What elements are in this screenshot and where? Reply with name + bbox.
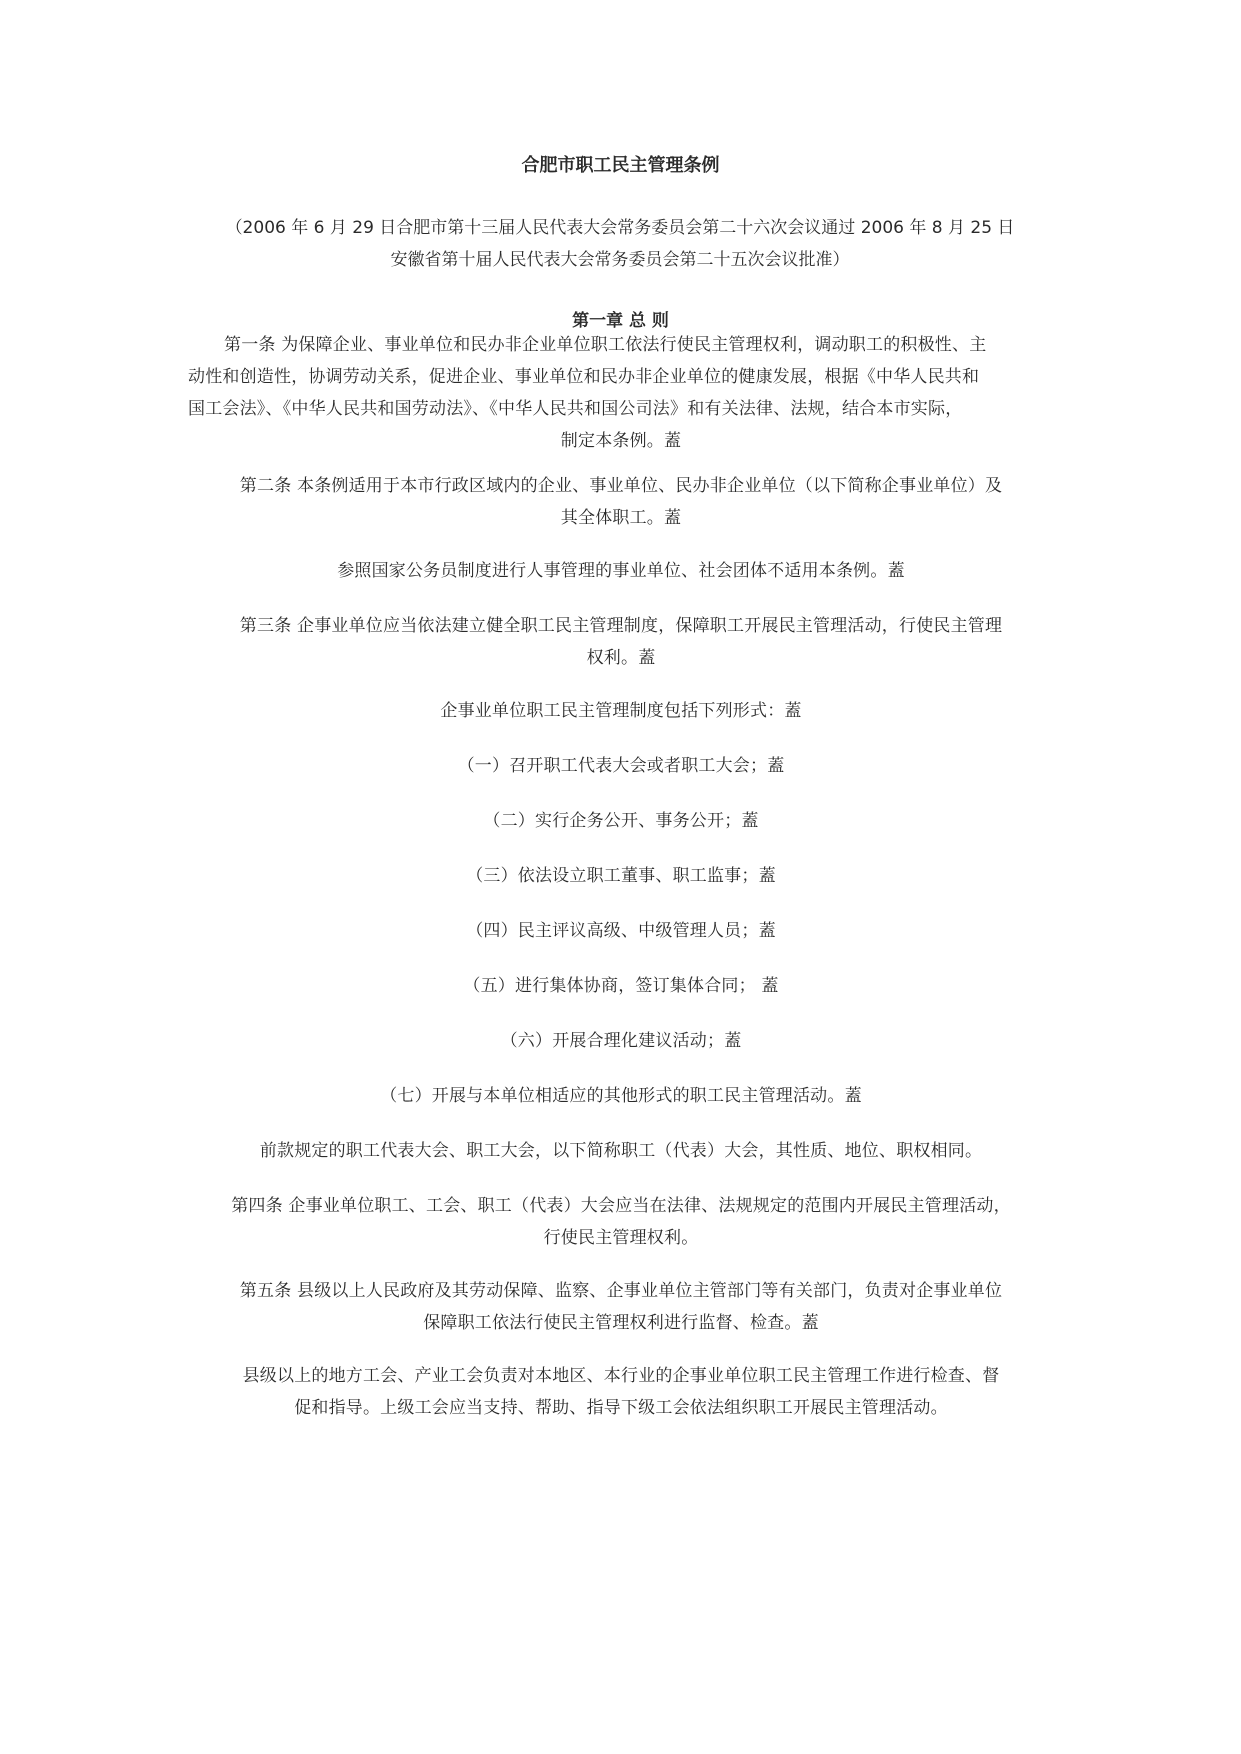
article-3-item-1: （一）召开职工代表大会或者职工大会；蓋 — [457, 756, 785, 776]
article-5-paragraph-2-line-2: 促和指导。上级工会应当支持、帮助、指导下级工会依法组织职工开展民主管理活动。 — [294, 1398, 948, 1418]
article-5 — [188, 1275, 1054, 1339]
article-4 — [188, 1190, 1054, 1254]
article-1-line-2: 动性和创造性，协调劳动关系，促进企业、事业单位和民办非企业单位的健康发展，根据《中华人民共和 — [188, 367, 980, 387]
article-4-line-1: 第四条 企事业单位职工、工会、职工（代表）大会应当在法律、法规规定的范围内开展民主管理活动， — [231, 1196, 1011, 1216]
article-3-intro: 企事业单位职工民主管理制度包括下列形式：蓋 — [440, 701, 802, 721]
chapter-heading: 第一章 总 则 — [572, 311, 669, 331]
article-5-paragraph-2-line-1: 县级以上的地方工会、产业工会负责对本地区、本行业的企事业单位职工民主管理工作进行检查、督 — [242, 1366, 1000, 1386]
article-5-paragraph-2 — [188, 1360, 1054, 1424]
article-3-line-2: 权利。蓋 — [586, 648, 656, 668]
article-3-line-1: 第三条 企事业单位应当依法建立健全职工民主管理制度，保障职工开展民主管理活动，行使民主管理 — [239, 616, 1003, 636]
article-1-line-3: 国工会法》、《中华人民共和国劳动法》、《中华人民共和国公司法》和有关法律、法规，结合本市实际， — [188, 399, 963, 419]
article-3-item-3: （三）依法设立职工董事、职工监事；蓋 — [466, 866, 776, 886]
document-title: 合肥市职工民主管理条例 — [521, 155, 720, 176]
subtitle-line-2: 安徽省第十届人民代表大会常务委员会第二十五次会议批准） — [390, 250, 850, 270]
article-3-item-7: （七）开展与本单位相适应的其他形式的职工民主管理活动。蓋 — [380, 1086, 862, 1106]
article-3-item-2: （二）实行企务公开、事务公开；蓋 — [483, 811, 759, 831]
article-2-line-1: 第二条 本条例适用于本市行政区域内的企业、事业单位、民办非企业单位（以下简称企事业单位）及 — [239, 476, 1003, 496]
article-3-note: 前款规定的职工代表大会、职工大会，以下简称职工（代表）大会，其性质、地位、职权相同。 — [259, 1141, 983, 1161]
article-5-line-1: 第五条 县级以上人民政府及其劳动保障、监察、企事业单位主管部门等有关部门，负责对企事业单位 — [239, 1281, 1003, 1301]
article-1 — [188, 329, 1054, 457]
document-subtitle — [180, 212, 1060, 276]
article-3-item-6: （六）开展合理化建议活动；蓋 — [500, 1031, 742, 1051]
article-1-line-1: 第一条 为保障企业、事业单位和民办非企业单位职工依法行使民主管理权利，调动职工的积极性、主 — [224, 335, 987, 355]
article-5-line-2: 保障职工依法行使民主管理权利进行监督、检查。蓋 — [423, 1313, 819, 1333]
article-2-paragraph-2: 参照国家公务员制度进行人事管理的事业单位、社会团体不适用本条例。蓋 — [337, 561, 905, 581]
article-2 — [188, 470, 1054, 534]
article-3-item-5: （五）进行集体协商，签订集体合同； 蓋 — [463, 976, 779, 996]
article-2-line-2: 其全体职工。蓋 — [560, 508, 682, 528]
article-1-line-4: 制定本条例。蓋 — [560, 431, 682, 451]
subtitle-line-1: （2006 年 6 月 29 日合肥市第十三届人民代表大会常务委员会第二十六次会议通过 2006 年 8 月 25 日 — [225, 218, 1015, 238]
article-4-line-2: 行使民主管理权利。 — [543, 1228, 699, 1248]
article-3 — [188, 610, 1054, 674]
article-3-item-4: （四）民主评议高级、中级管理人员；蓋 — [466, 921, 776, 941]
